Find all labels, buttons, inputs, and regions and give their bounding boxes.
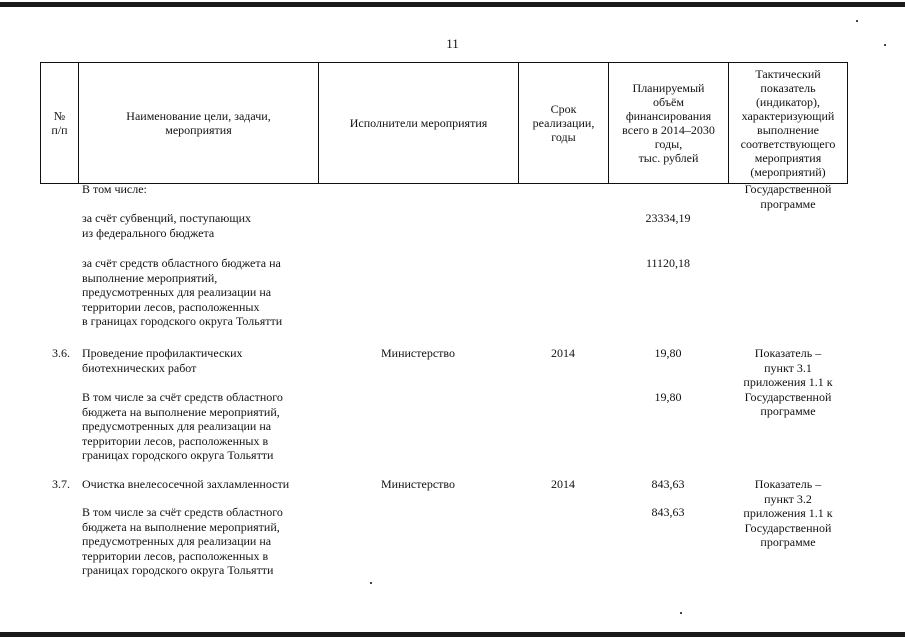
scan-speck [680,612,682,614]
in-total-label: В том числе: [82,182,147,196]
regional-funding-amount: 11120,18 [645,256,691,270]
row-indicator: Показатель – пункт 3.1 приложения 1.1 к Государственной программе [743,346,833,418]
scan-speck [856,20,858,22]
header-funding: Планируемый объём финансирования всего в 2014–2030 годы, тыс. рублей [622,81,715,165]
row-year: 2014 [551,477,575,491]
row-year: 2014 [551,346,575,360]
row-sub-label: В том числе за счёт средств областного бюджета на выполнение мероприятий, предусмотренных для реализации на территории лесов, расположенных в границах городского округа Тольятти [82,505,283,577]
row-number: 3.7. [52,477,70,491]
row-title: Очистка внелесосечной захламленности [82,477,290,491]
header-num: № п/п [51,109,68,137]
header-executors: Исполнители мероприятия [349,116,488,130]
scan-speck [370,582,372,584]
row-sub-amount: 843,63 [651,505,685,519]
row-indicator: Показатель – пункт 3.2 приложения 1.1 к Государственной программе [743,477,833,549]
table-header [40,62,848,184]
header-indicator: Тактический показатель (индикатор), характеризующий выполнение соответствующего мероприятия (мероприятий) [740,67,836,179]
bottom-border-line [0,632,905,637]
row-sub-amount: 19,80 [654,390,682,404]
row-amount: 843,63 [651,477,685,491]
row-amount: 19,80 [654,346,682,360]
row-executor: Министерство [381,346,455,360]
header-term: Срок реализации, годы [532,102,595,144]
page-number: 11 [446,36,459,51]
regional-funding-label: за счёт средств областного бюджета на выполнение мероприятий, предусмотренных для реализации на территории лесов, расположенных в границах городского округа Тольятти [82,256,283,328]
row-sub-label: В том числе за счёт средств областного бюджета на выполнение мероприятий, предусмотренных для реализации на территории лесов, расположенных в границах городского округа Тольятти [82,390,283,462]
row-title: Проведение профилактических биотехнических работ [82,346,243,375]
row-number: 3.6. [52,346,70,360]
federal-funding-amount: 23334,19 [645,211,691,225]
header-name: Наименование цели, задачи, мероприятия [126,109,271,137]
federal-funding-label: за счёт субвенций, поступающих из федерального бюджета [82,211,251,240]
row-executor: Министерство [381,477,455,491]
top-border-line [0,2,905,7]
indicator-continuation: Государственной программе [744,182,832,211]
